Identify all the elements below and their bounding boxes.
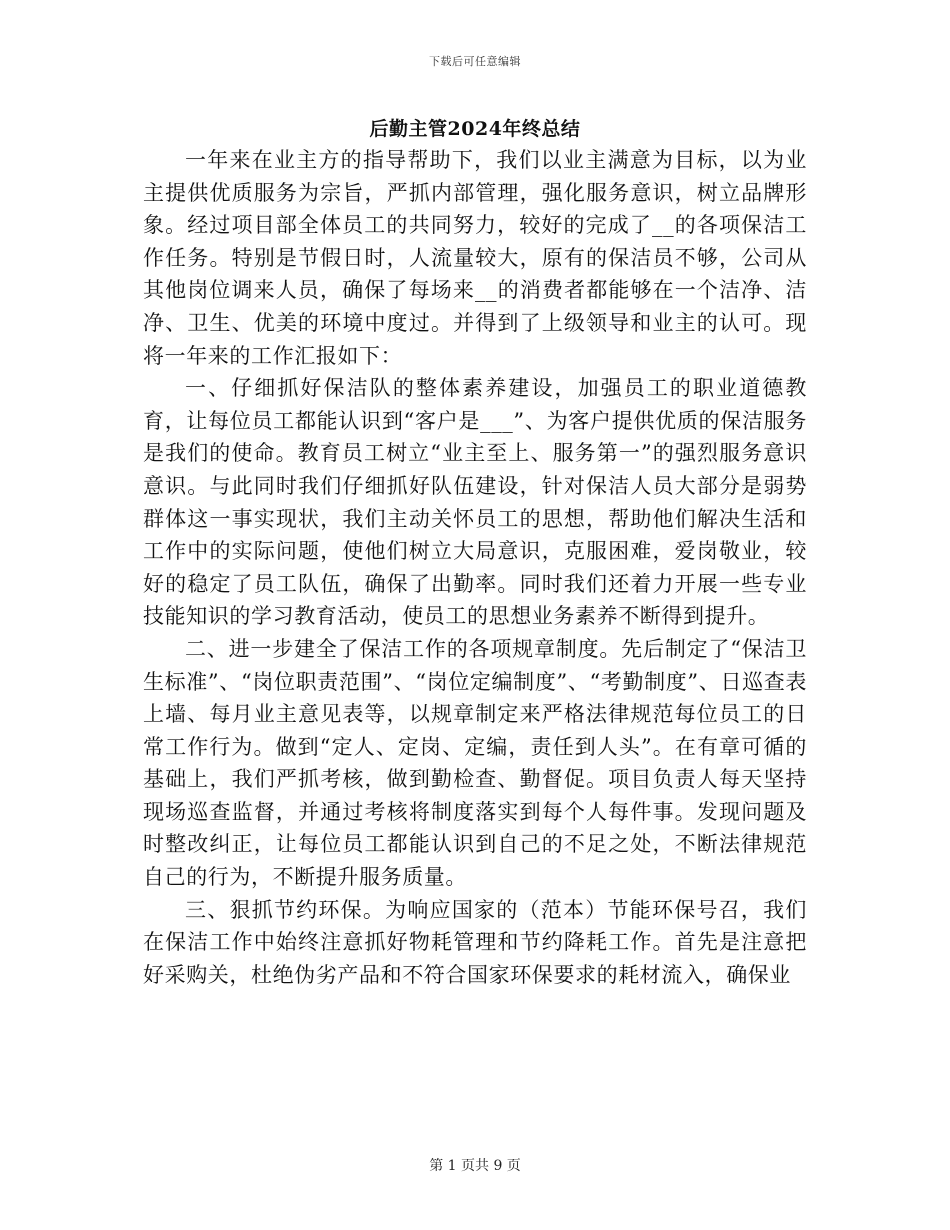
paragraph-section-2: 二、进一步建全了保洁工作的各项规章制度。先后制定了“保洁卫生标准”、“岗位职责范围”、“岗位定编制度”、“考勤制度”、日巡查表上墙、每月业主意见表等，以规章制定来严格法律规范每位员工的日常工作行为。做到“定人、定岗、定编，责任到人头”。在有章可循的基础上，我们严抓考核，做到勤检查、勤督促。项目负责人每天坚持现场巡查监督，并通过考核将制度落实到每个人每件事。发现问题及时整改纠正，让每位员工都能认识到自己的不足之处，不断法律规范自己的行为，不断提升服务质量。 bbox=[143, 636, 807, 890]
document-title: 后勤主管2024年终总结 bbox=[369, 118, 581, 140]
document-body bbox=[143, 144, 807, 991]
paragraph-section-1: 一、仔细抓好保洁队的整体素养建设，加强员工的职业道德教育，让每位员工都能认识到“客户是___”、为客户提供优质的保洁服务是我们的使命。教育员工树立“业主至上、服务第一”的强烈服务意识意识。与此同时我们仔细抓好队伍建设，针对保洁人员大部分是弱势群体这一事实现状，我们主动关怀员工的思想，帮助他们解决生活和工作中的实际问题，使他们树立大局意识，克服困难，爱岗敬业，较好的稳定了员工队伍，确保了出勤率。同时我们还着力开展一些专业技能知识的学习教育活动，使员工的思想业务素养不断得到提升。 bbox=[143, 376, 807, 629]
paragraph-intro: 一年来在业主方的指导帮助下，我们以业主满意为目标，以为业主提供优质服务为宗旨，严抓内部管理，强化服务意识，树立品牌形象。经过项目部全体员工的共同努力，较好的完成了__的各项保洁工作任务。特别是节假日时，人流量较大，原有的保洁员不够，公司从其他岗位调来人员，确保了每场来__的消费者都能够在一个洁净、洁净、卫生、优美的环境中度过。并得到了上级领导和业主的认可。现将一年来的工作汇报如下： bbox=[143, 148, 807, 368]
paragraph-section-3: 三、狠抓节约环保。为响应国家的（范本）节能环保号召，我们在保洁工作中始终注意抓好物耗管理和节约降耗工作。首先是注意把好采购关，杜绝伪劣产品和不符合国家环保要求的耗材流入，确保业 bbox=[143, 897, 807, 987]
header-note: 下载后可任意编辑 bbox=[429, 55, 521, 68]
page-footer: 第 1 页共 9 页 bbox=[429, 1158, 521, 1174]
